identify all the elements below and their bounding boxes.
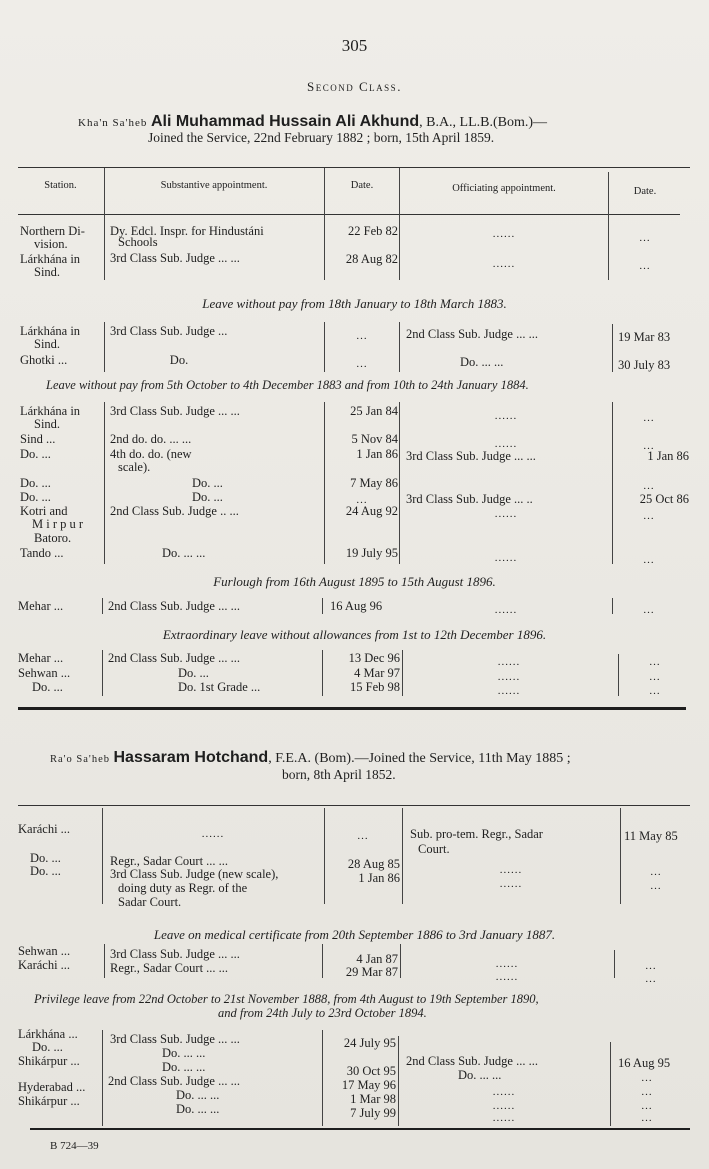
cell-date: 22 Feb 82 xyxy=(348,224,398,238)
leave-note: Leave without pay from 5th October to 4th December 1883 and from 10th to 24th January 1884. xyxy=(46,378,529,392)
cell-substantive: Do. ... ... xyxy=(176,1102,220,1116)
cell-substantive: Dy. Edcl. Inspr. for Hindustáni xyxy=(110,224,264,238)
col-divider xyxy=(324,322,325,372)
cell-substantive: doing duty as Regr. of the xyxy=(118,881,248,895)
cell-substantive: 3rd Class Sub. Judge ... ... xyxy=(110,947,240,961)
officer-1-heading xyxy=(78,113,547,131)
header-officiating: Officiating appointment. xyxy=(452,183,556,194)
page-number: 305 xyxy=(341,36,368,55)
cell-date: 29 Mar 87 xyxy=(345,965,398,979)
header-station: Station. xyxy=(44,180,77,191)
header-substantive: Substantive appointment. xyxy=(160,180,268,191)
cell-date: ... xyxy=(356,330,368,342)
cell-substantive: 3rd Class Sub. Judge (new scale), xyxy=(110,867,279,881)
class-heading: Second Class. xyxy=(307,79,402,94)
cell-officiating: Do. ... ... xyxy=(460,355,504,369)
col-divider xyxy=(104,168,105,280)
cell-station: Northern Di- xyxy=(20,224,85,238)
cell-date: 1 Mar 98 xyxy=(350,1092,396,1106)
officer-1-title: Kha'n Sa'heb xyxy=(78,117,148,129)
cell-date: ... xyxy=(357,830,369,842)
cell-officiating-date: ... xyxy=(645,973,657,985)
cell-station: Ghotki ... xyxy=(20,353,68,367)
cell-station: Tando ... xyxy=(20,546,64,560)
cell-station: Do. ... xyxy=(20,476,51,490)
cell-station: Sind. xyxy=(34,265,61,279)
col-divider xyxy=(324,808,325,904)
cell-officiating-date: ... xyxy=(639,260,651,272)
officer-2-name: Hassaram Hotchand xyxy=(113,749,269,766)
cell-substantive: Do. ... xyxy=(192,490,223,504)
cell-officiating-date: ... xyxy=(643,604,655,616)
cell-substantive: Regr., Sadar Court ... ... xyxy=(110,961,229,975)
cell-officiating-date: 25 Oct 86 xyxy=(639,492,689,506)
cell-substantive: 3rd Class Sub. Judge ... ... xyxy=(110,1032,240,1046)
cell-officiating: Do. ... ... xyxy=(458,1068,502,1082)
cell-substantive: Do. ... ... xyxy=(162,1046,206,1060)
cell-date: 15 Feb 98 xyxy=(350,680,400,694)
cell-station: Lárkhána ... xyxy=(18,1027,78,1041)
cell-station: Lárkhána in xyxy=(20,252,81,266)
cell-substantive: 2nd Class Sub. Judge .. ... xyxy=(110,504,239,518)
cell-station: Do. ... xyxy=(30,864,61,878)
officer-2-qualification: , F.E.A. (Bom).—Joined the Service, 11th May 1885 ; xyxy=(268,751,571,766)
cell-station: Do. ... xyxy=(20,490,51,504)
cell-station: Sehwan ... xyxy=(18,944,71,958)
officer-2-title: Ra'o Sa'heb xyxy=(50,754,110,765)
officer-1-joined: Joined the Service, 22nd February 1882 ; born, 15th April 1859. xyxy=(148,130,495,145)
col-divider xyxy=(322,598,323,614)
cell-officiating-date: ... xyxy=(643,412,655,424)
cell-officiating-date: 16 Aug 95 xyxy=(618,1056,671,1070)
cell-station: Mehar ... xyxy=(18,651,64,665)
cell-station: M i r p u r xyxy=(32,517,84,531)
cell-officiating-date: 1 Jan 86 xyxy=(647,449,689,463)
cell-date: 7 July 99 xyxy=(350,1106,396,1120)
col-divider xyxy=(399,402,400,564)
cell-officiating-date: ... xyxy=(650,866,662,878)
cell-officiating: Sub. pro-tem. Regr., Sadar xyxy=(410,827,543,841)
cell-substantive: 3rd Class Sub. Judge ... ... xyxy=(110,251,240,265)
cell-officiating: 2nd Class Sub. Judge ... ... xyxy=(406,1054,538,1068)
cell-substantive: 2nd Class Sub. Judge ... ... xyxy=(108,599,240,613)
cell-officiating-date: ... xyxy=(639,232,651,244)
cell-station: Do. ... xyxy=(32,680,63,694)
cell-substantive: 2nd Class Sub. Judge ... ... xyxy=(108,651,240,665)
col-divider xyxy=(102,650,103,696)
cell-substantive: ...... xyxy=(201,828,225,840)
cell-substantive: Schools xyxy=(118,235,158,249)
cell-date: 13 Dec 96 xyxy=(348,651,400,665)
cell-date: 1 Jan 86 xyxy=(358,871,400,885)
cell-date: 5 Nov 84 xyxy=(351,432,398,446)
officer-2-heading xyxy=(50,749,571,767)
cell-station: Sind. xyxy=(34,417,61,431)
cell-substantive: Do. 1st Grade ... xyxy=(178,680,261,694)
bottom-rule xyxy=(30,1128,690,1130)
col-divider xyxy=(102,598,103,614)
cell-substantive: 2nd do. do. ... ... xyxy=(110,432,192,446)
cell-substantive: Do. ... xyxy=(178,666,209,680)
table-top-rule xyxy=(18,805,690,806)
header-officiating-date: Date. xyxy=(633,186,657,197)
cell-station: Lárkhána in xyxy=(20,404,81,418)
col-divider xyxy=(104,402,105,564)
cell-officiating-date: 19 Mar 83 xyxy=(618,330,671,344)
cell-officiating-date: 11 May 85 xyxy=(624,829,678,843)
cell-station: vision. xyxy=(34,237,68,251)
officer-1-name: Ali Muhammad Hussain Ali Akhund xyxy=(150,113,420,130)
col-divider xyxy=(399,322,400,372)
cell-station: Hyderabad ... xyxy=(18,1080,86,1094)
cell-officiating: ...... xyxy=(492,228,516,240)
cell-station: Do. ... xyxy=(32,1040,63,1054)
cell-officiating: Court. xyxy=(418,842,450,856)
cell-substantive: 4th do. do. (new xyxy=(110,447,192,461)
cell-officiating-date: ... xyxy=(643,440,655,452)
col-divider xyxy=(324,402,325,564)
cell-date: 24 July 95 xyxy=(343,1036,396,1050)
cell-substantive: 3rd Class Sub. Judge ... xyxy=(110,324,228,338)
col-divider xyxy=(322,944,323,978)
col-divider xyxy=(102,1030,103,1126)
cell-officiating-date: ... xyxy=(645,960,657,972)
printer-mark: B 724—39 xyxy=(50,1140,99,1152)
cell-officiating-date: ... xyxy=(641,1086,653,1098)
leave-note: Furlough from 16th August 1895 to 15th August 1896. xyxy=(213,574,496,589)
cell-date: 1 Jan 86 xyxy=(356,447,398,461)
cell-station: Shikárpur ... xyxy=(18,1054,80,1068)
cell-station: Kotri and xyxy=(20,504,68,518)
cell-officiating-date: ... xyxy=(649,685,661,697)
cell-substantive: Do. ... ... xyxy=(176,1088,220,1102)
cell-officiating-date: ... xyxy=(649,656,661,668)
table-header-rule xyxy=(18,214,680,215)
cell-substantive: Do. xyxy=(169,353,189,367)
col-divider xyxy=(104,944,105,978)
cell-officiating: 2nd Class Sub. Judge ... ... xyxy=(406,327,538,341)
cell-substantive: scale). xyxy=(118,460,151,474)
cell-station: Lárkhána in xyxy=(20,324,81,338)
cell-officiating: ...... xyxy=(499,864,523,876)
leave-note: Leave without pay from 18th January to 18th March 1883. xyxy=(202,296,507,311)
cell-station: Sehwan ... xyxy=(18,666,71,680)
cell-station: Do. ... xyxy=(30,851,61,865)
leave-note: Privilege leave from 22nd October to 21st November 1888, from 4th August to 19th September 1890, xyxy=(34,992,539,1006)
cell-officiating: ...... xyxy=(494,604,518,616)
cell-date: 24 Aug 92 xyxy=(345,504,398,518)
cell-officiating: ...... xyxy=(494,438,518,450)
cell-officiating: ...... xyxy=(499,878,523,890)
cell-officiating: ...... xyxy=(492,1086,516,1098)
cell-station: Karáchi ... xyxy=(18,822,71,836)
cell-station: Do. ... xyxy=(20,447,51,461)
cell-station: Sind. xyxy=(34,337,61,351)
cell-date: 4 Mar 97 xyxy=(354,666,400,680)
cell-substantive: Regr., Sadar Court ... ... xyxy=(110,854,229,868)
cell-officiating: ...... xyxy=(492,1100,516,1112)
cell-officiating: ...... xyxy=(494,552,518,564)
cell-officiating-date: ... xyxy=(641,1100,653,1112)
cell-date: 25 Jan 84 xyxy=(350,404,398,418)
cell-substantive: 2nd Class Sub. Judge ... ... xyxy=(108,1074,240,1088)
leave-note: and from 24th July to 23rd October 1894. xyxy=(218,1006,427,1020)
cell-officiating: ...... xyxy=(497,671,521,683)
leave-note: Leave on medical certificate from 20th September 1886 to 3rd January 1887. xyxy=(153,927,556,942)
cell-substantive: Do. ... xyxy=(192,476,223,490)
officer-2-born: born, 8th April 1852. xyxy=(282,767,396,782)
cell-date: 28 Aug 82 xyxy=(345,252,398,266)
cell-officiating-date: ... xyxy=(649,671,661,683)
col-divider xyxy=(322,1030,323,1126)
cell-station: Mehar ... xyxy=(18,599,64,613)
cell-officiating-date: ... xyxy=(641,1072,653,1084)
cell-substantive: Do. ... ... xyxy=(162,1060,206,1074)
cell-date: 4 Jan 87 xyxy=(356,952,398,966)
cell-officiating: ...... xyxy=(497,656,521,668)
col-divider xyxy=(324,168,325,280)
cell-officiating: ...... xyxy=(497,685,521,697)
cell-officiating-date: ... xyxy=(643,554,655,566)
cell-station: Sind ... xyxy=(20,432,56,446)
header-date: Date. xyxy=(350,180,374,191)
cell-officiating: ...... xyxy=(492,1112,516,1124)
cell-date: 16 Aug 96 xyxy=(330,599,383,613)
cell-date: 19 July 95 xyxy=(345,546,398,560)
cell-officiating: ...... xyxy=(495,971,519,983)
cell-date: 7 May 86 xyxy=(350,476,398,490)
cell-officiating-date: ... xyxy=(643,510,655,522)
cell-officiating: ...... xyxy=(492,258,516,270)
cell-date: 30 Oct 95 xyxy=(346,1064,396,1078)
section-divider xyxy=(18,707,686,710)
cell-date: ... xyxy=(356,494,368,506)
cell-station: Shikárpur ... xyxy=(18,1094,80,1108)
cell-officiating: ...... xyxy=(494,508,518,520)
cell-officiating: ...... xyxy=(495,958,519,970)
cell-date: 17 May 96 xyxy=(341,1078,396,1092)
cell-officiating-date: ... xyxy=(641,1112,653,1124)
cell-officiating: 3rd Class Sub. Judge ... .. xyxy=(406,492,533,506)
cell-date: ... xyxy=(356,358,368,370)
table-top-rule xyxy=(18,167,690,168)
cell-officiating: 3rd Class Sub. Judge ... ... xyxy=(406,449,536,463)
cell-substantive: 3rd Class Sub. Judge ... ... xyxy=(110,404,240,418)
cell-substantive: Sadar Court. xyxy=(118,895,182,909)
cell-officiating-date: ... xyxy=(650,880,662,892)
cell-officiating-date: 30 July 83 xyxy=(618,358,671,372)
col-divider xyxy=(612,324,613,372)
col-divider xyxy=(322,650,323,696)
leave-note: Extraordinary leave without allowances from 1st to 12th December 1896. xyxy=(162,627,547,642)
cell-date: 28 Aug 85 xyxy=(347,857,400,871)
col-divider xyxy=(102,808,103,904)
cell-station: Karáchi ... xyxy=(18,958,71,972)
cell-station: Batoro. xyxy=(34,531,72,545)
cell-officiating-date: ... xyxy=(643,480,655,492)
cell-officiating: ...... xyxy=(494,410,518,422)
officer-1-qualification: , B.A., LL.B.(Bom.)— xyxy=(419,115,548,130)
cell-substantive: Do. ... ... xyxy=(162,546,206,560)
